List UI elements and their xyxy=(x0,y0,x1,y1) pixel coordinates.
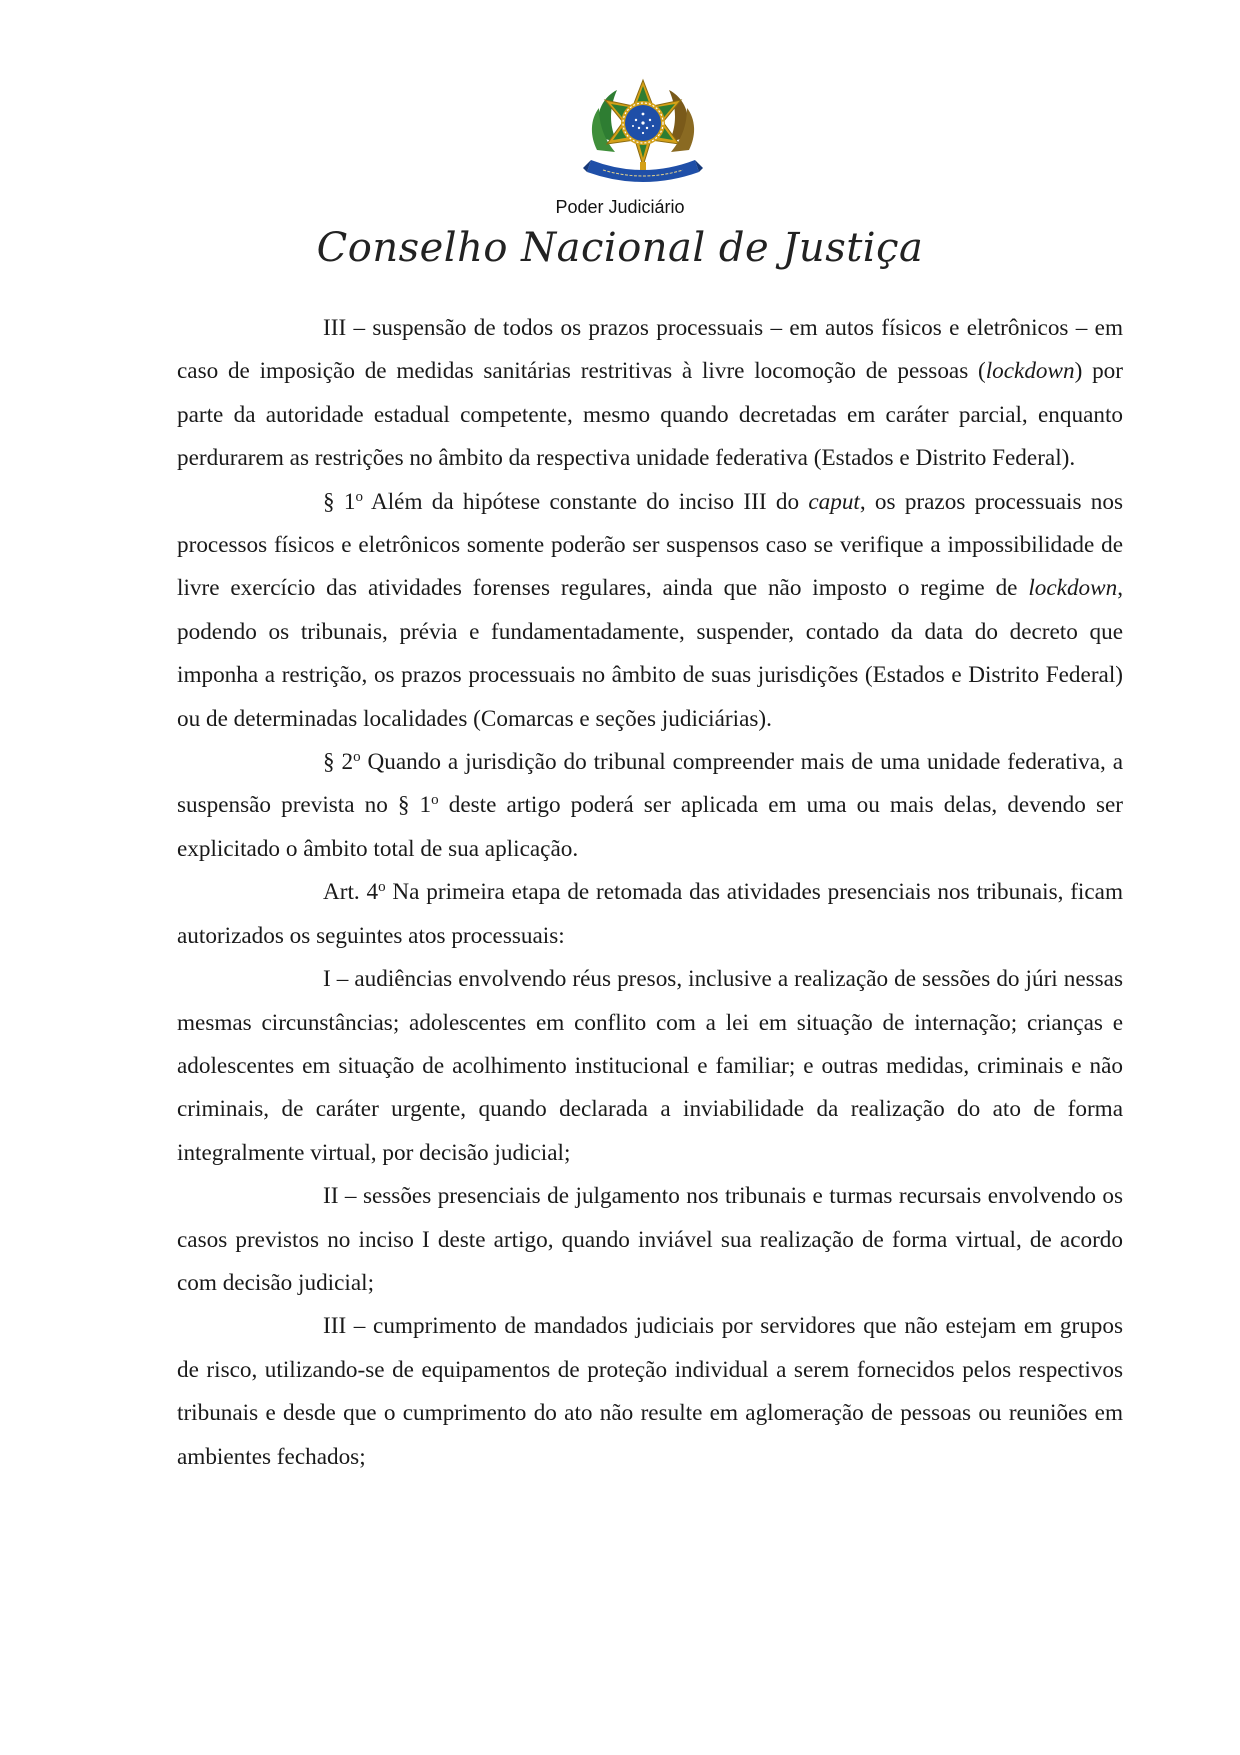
paragraph-art4-inciso-i: I – audiências envolvendo réus presos, inclusive a realização de sessões do júri nessas mesmas circunstâncias; adolescentes em conflito com a lei em situação de internação; crianças e adolescentes em situação de acolhimento institucional e familiar; e outras medidas, criminais e não criminais, de caráter urgente, quando declarada a inviabilidade da realização do ato de forma integralmente virtual, por decisão judicial; xyxy=(177,966,1123,1166)
brazil-coat-of-arms-icon xyxy=(583,78,703,190)
council-name: Conselho Nacional de Justiça xyxy=(316,225,924,271)
paragraph-inciso-iii: III – suspensão de todos os prazos processuais – em autos físicos e eletrônicos – em caso de imposição de medidas sanitárias restritivas à livre locomoção de pessoas (lockdown) por parte da autoridade estadual competente, mesmo quando decretadas em caráter parcial, enquanto perdurarem as restrições no âmbito da respectiva unidade federativa (Estados e Distrito Federal). xyxy=(177,315,1123,472)
paragraph-par2: § 2$^o$ Quando a jurisdição do tribunal compreender mais de uma unidade federativa, a suspensão prevista no § 1$^o$ deste artigo poderá ser aplicada em uma ou mais delas, devendo ser explicitado o âmbito total de sua aplicação. xyxy=(177,749,1124,862)
paragraph-art4-inciso-ii: II – sessões presenciais de julgamento nos tribunais e turmas recursais envolvendo os casos previstos no inciso I deste artigo, quando inviável sua realização de forma virtual, de acordo com decisão judicial; xyxy=(177,1183,1123,1296)
paragraph-par1: § 1$^o$ Além da hipótese constante do inciso III do caput, os prazos processuais nos processos físicos e eletrônicos somente poderão ser suspensos caso se verifique a impossibilidade de livre exercício das atividades forenses regulares, ainda que não imposto o regime de lockdown, podendo os tribunais, prévia e fundamentadamente, suspender, contado da data do decreto que imponha a restrição, os prazos processuais no âmbito de suas jurisdições (Estados e Distrito Federal) ou de determinadas localidades (Comarcas e seções judiciárias). xyxy=(177,488,1123,732)
paragraph-art4: Art. 4$^o$ Na primeira etapa de retomada das atividades presenciais nos tribunais, ficam autorizados os seguintes atos processuais: xyxy=(177,879,1123,949)
institution-name: Poder Judiciário xyxy=(555,197,685,217)
document-body xyxy=(177,307,1123,1479)
paragraph-art4-inciso-iii: III – cumprimento de mandados judiciais por servidores que não estejam em grupos de risco, utilizando-se de equipamentos de proteção individual a serem fornecidos pelos respectivos tribunais e desde que o cumprimento do ato não resulte em aglomeração de pessoas ou reuniões em ambientes fechados; xyxy=(177,1313,1123,1470)
